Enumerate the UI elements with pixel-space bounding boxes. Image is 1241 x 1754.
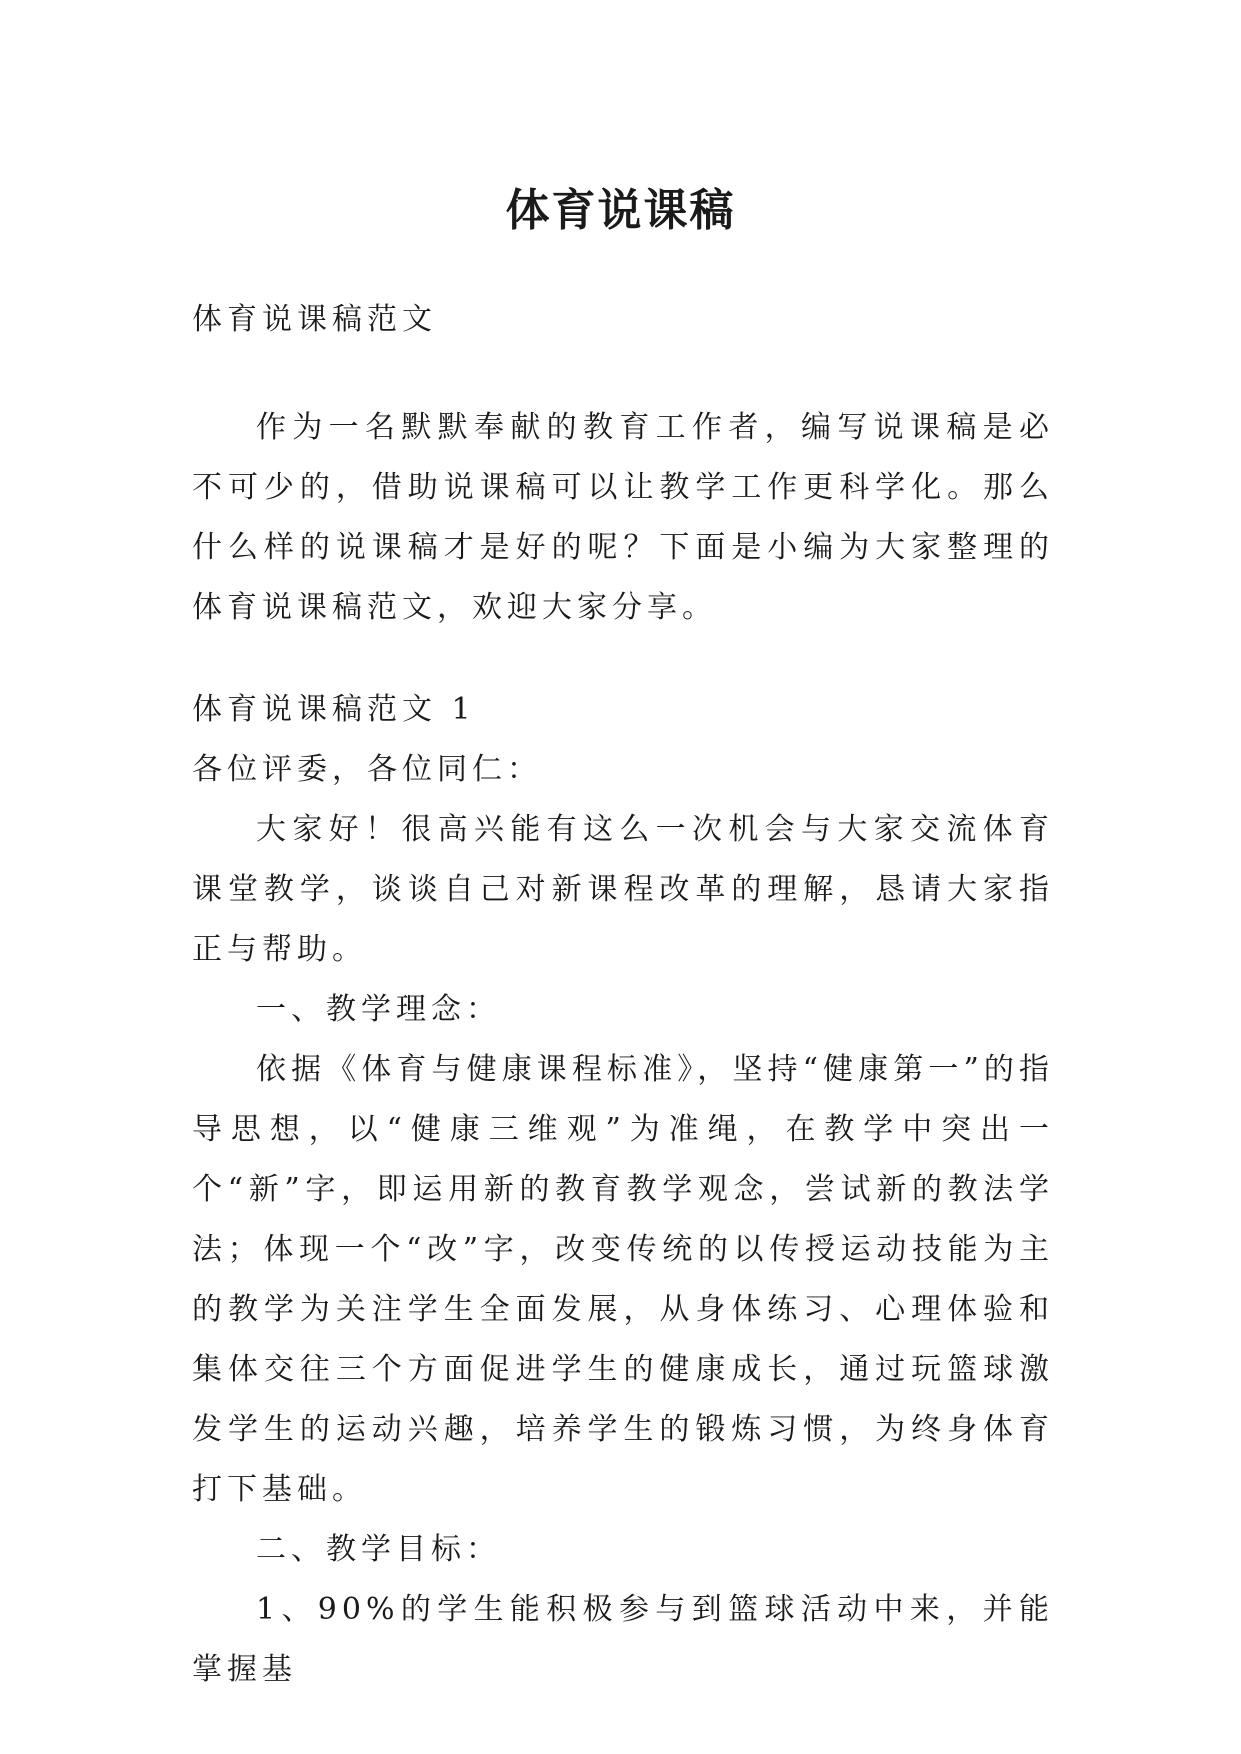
document-subtitle: 体育说课稿范文 (192, 302, 437, 337)
concept-paragraph: 依据《体育与健康课程标准》，坚持“健康第一”的指导思想，以“健康三维观”为准绳，在教学中突出一个“新”字，即运用新的教育教学观念，尝试新的教法学法；体现一个“改”字，改变传统的以传授运动技能为主的教学为关注学生全面发展，从身体练习、心理体验和集体交往三个方面促进学生的健康成长，通过玩篮球激发学生的运动兴趣，培养学生的锻炼习惯，为终身体育打下基础。 (192, 1052, 1054, 1507)
document-body (192, 290, 1054, 1700)
heading-teaching-concept: 一、教学理念： (256, 992, 501, 1027)
goal-item-1: 1、90%的学生能积极参与到篮球活动中来，并能掌握基 (192, 1592, 1054, 1687)
greeting-line: 各位评委，各位同仁： (192, 752, 542, 787)
section-heading: 体育说课稿范文 1 (192, 692, 476, 727)
opening-paragraph: 大家好！很高兴能有这么一次机会与大家交流体育课堂教学，谈谈自己对新课程改革的理解，恳请大家指正与帮助。 (192, 812, 1054, 967)
document-title: 体育说课稿 (505, 185, 736, 237)
heading-teaching-goals: 二、教学目标： (256, 1532, 501, 1567)
intro-paragraph: 作为一名默默奉献的教育工作者，编写说课稿是必不可少的，借助说课稿可以让教学工作更科学化。那么什么样的说课稿才是好的呢？下面是小编为大家整理的体育说课稿范文，欢迎大家分享。 (192, 410, 1054, 625)
